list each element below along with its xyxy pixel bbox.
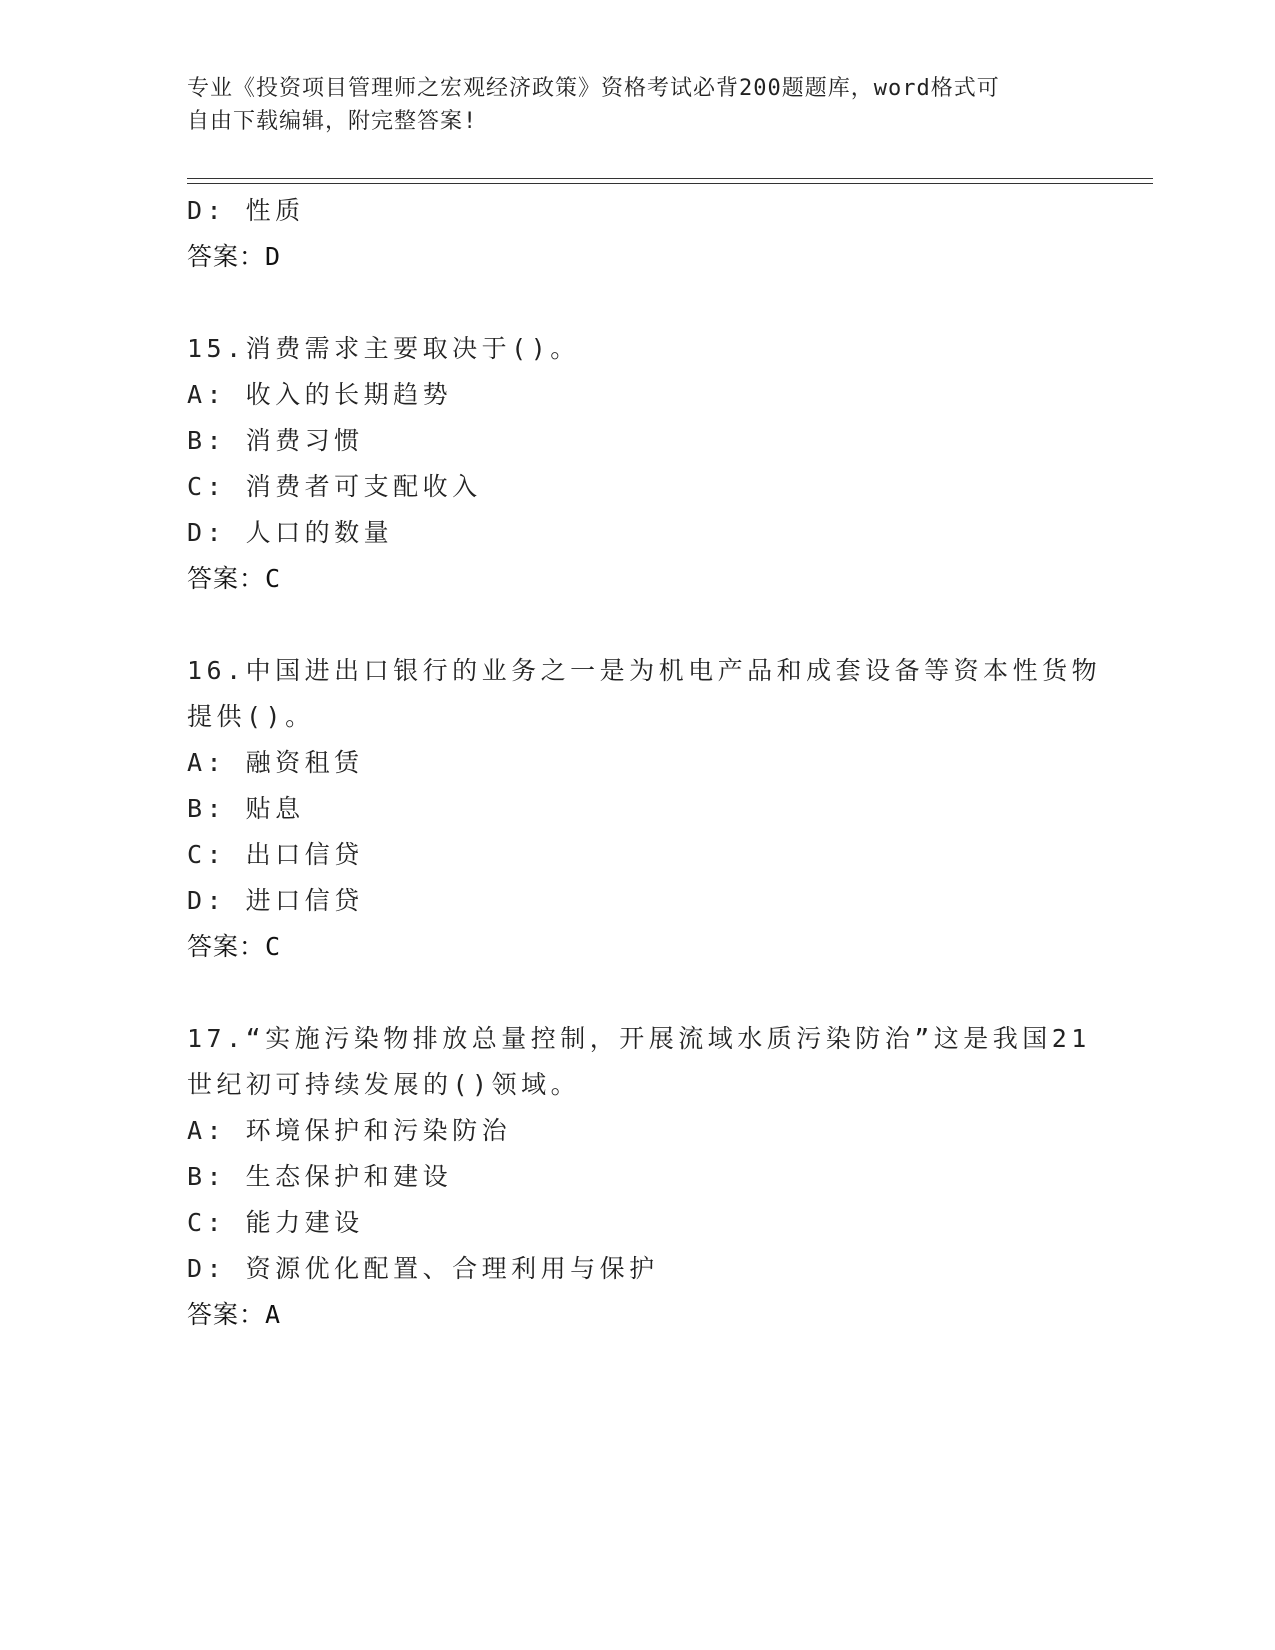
- answer-label: 答案：: [187, 932, 266, 961]
- header-line-2: 自由下载编辑，附完整答案!: [187, 109, 478, 134]
- option-d: D: 人口的数量: [187, 518, 394, 547]
- answer-value: C: [265, 932, 282, 961]
- question-15: [187, 326, 1087, 602]
- stem-line: 15.消费需求主要取决于()。: [187, 334, 580, 363]
- option-b: B: 生态保护和建设: [187, 1162, 453, 1191]
- question-stem: [187, 648, 1102, 740]
- option-b: B: 贴息: [187, 794, 305, 823]
- option-a: A: 融资租赁: [187, 748, 364, 777]
- option-d: D: 进口信贷: [187, 886, 364, 915]
- answer-value: D: [265, 242, 282, 271]
- option-d: D: 性质: [187, 196, 305, 225]
- answer-line: [187, 1292, 1087, 1338]
- question-17: [187, 1016, 1091, 1338]
- question-content: [187, 188, 1102, 1338]
- answer-line: [187, 924, 1087, 970]
- option-a: A: 环境保护和污染防治: [187, 1116, 512, 1145]
- option-c: C: 能力建设: [187, 1208, 364, 1237]
- option-d: D: 资源优化配置、合理利用与保护: [187, 1254, 659, 1283]
- option-b: B: 消费习惯: [187, 426, 364, 455]
- document-header: [187, 72, 1087, 138]
- stem-line: 16.中国进出口银行的业务之一是为机电产品和成套设备等资本性货物: [187, 656, 1102, 685]
- header-divider-top: [187, 178, 1153, 179]
- header-divider-bottom: [187, 183, 1153, 184]
- answer-line: [187, 556, 1087, 602]
- answer-label: 答案：: [187, 564, 266, 593]
- answer-line: [187, 234, 1087, 280]
- carryover-block: [187, 188, 1087, 280]
- header-line-1: 专业《投资项目管理师之宏观经济政策》资格考试必背200题题库，word格式可: [187, 76, 1000, 101]
- question-stem: [187, 326, 1087, 372]
- option-c: C: 出口信贷: [187, 840, 364, 869]
- option-c: C: 消费者可支配收入: [187, 472, 482, 501]
- answer-value: C: [265, 564, 282, 593]
- option-a: A: 收入的长期趋势: [187, 380, 453, 409]
- stem-line: 17.“实施污染物排放总量控制，开展流域水质污染防治”这是我国21: [187, 1024, 1091, 1053]
- answer-label: 答案：: [187, 242, 266, 271]
- question-stem: [187, 1016, 1091, 1108]
- stem-line: 提供()。: [187, 702, 315, 731]
- answer-value: A: [265, 1300, 282, 1329]
- answer-label: 答案：: [187, 1300, 266, 1329]
- question-16: [187, 648, 1102, 970]
- stem-line: 世纪初可持续发展的()领域。: [187, 1070, 581, 1099]
